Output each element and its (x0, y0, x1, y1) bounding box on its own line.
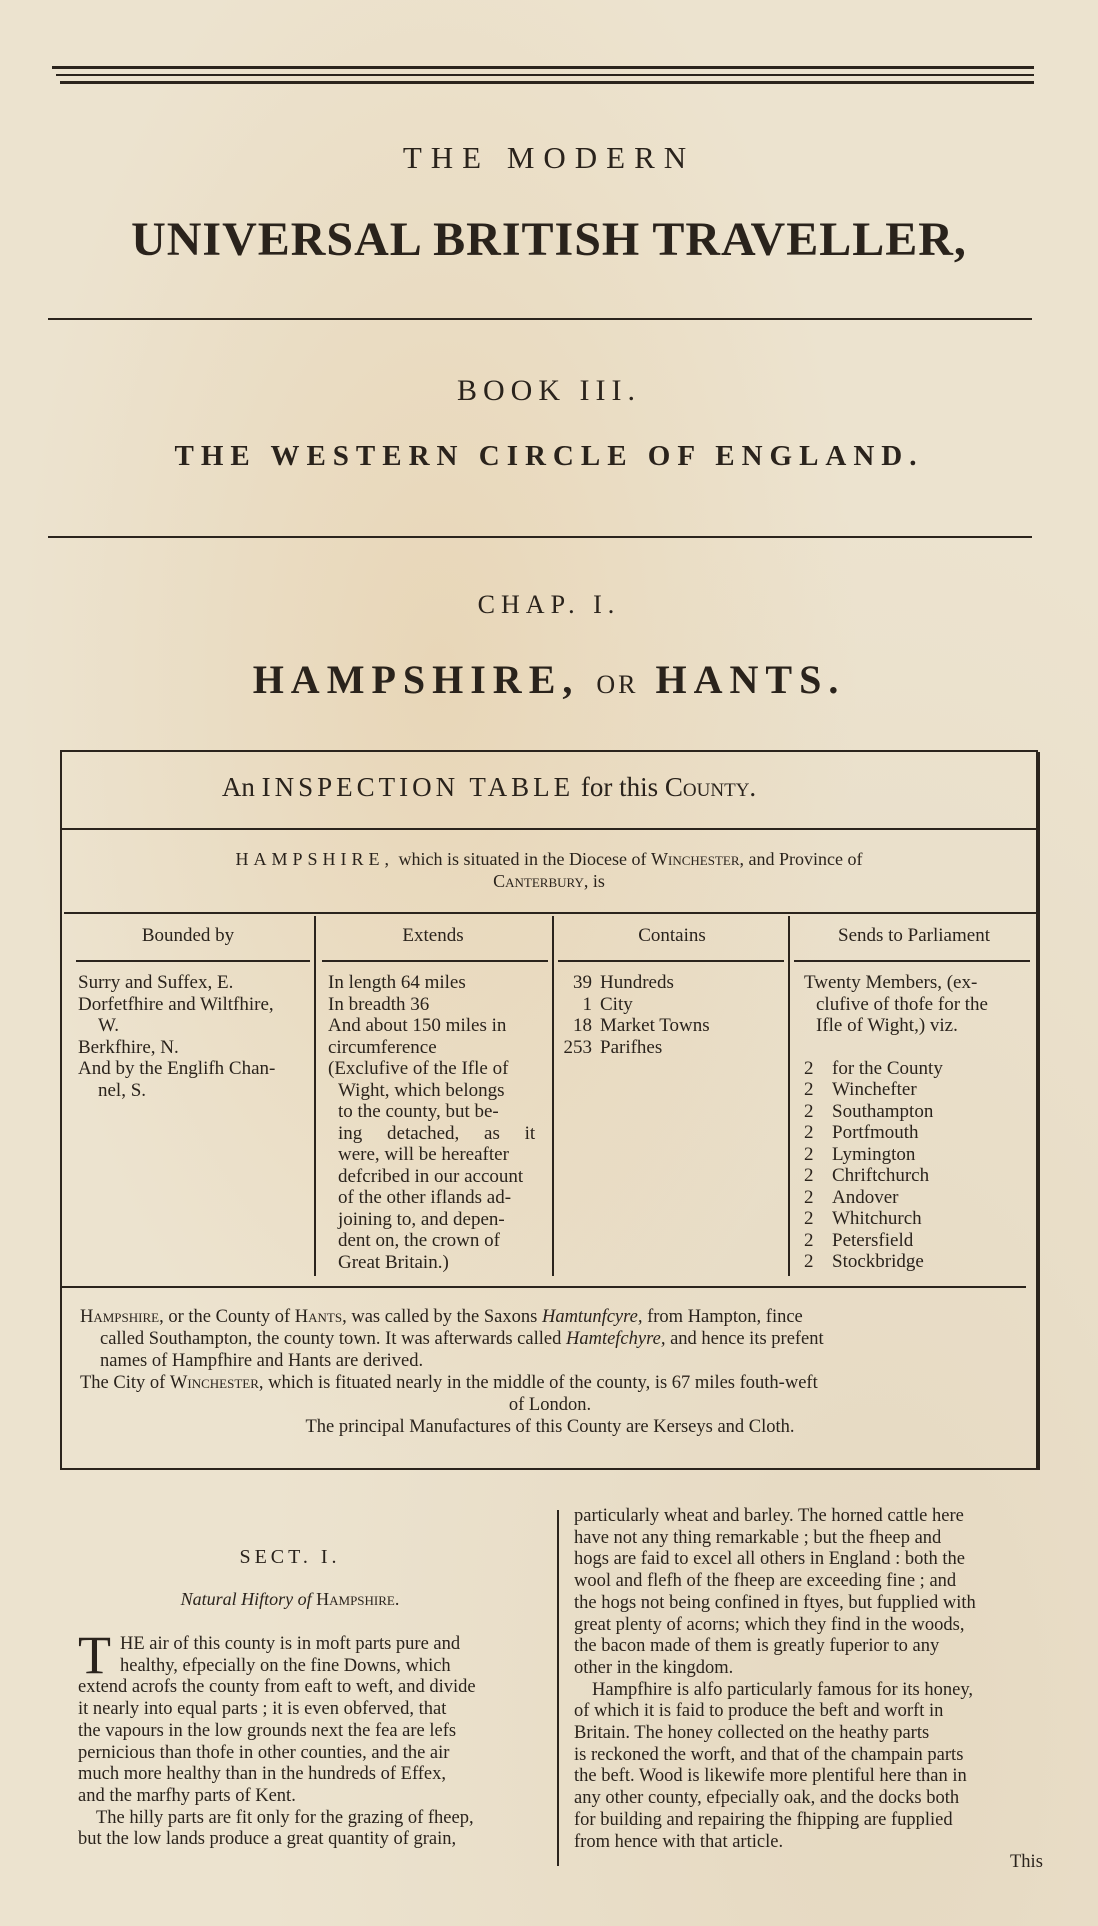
contains-row (560, 972, 786, 994)
text-line: Britain. The honey collected on the heathy parts (574, 1723, 930, 1744)
text-line: and the marfhy parts of Kent. (78, 1785, 296, 1806)
note-line (80, 1328, 1020, 1350)
members-count: 2 (804, 1229, 814, 1251)
text-line: The hilly parts are fit only for the grazing of fheep, (96, 1807, 474, 1828)
contains-count: 18 (573, 1015, 592, 1036)
extends-line: were, will be hereafter (338, 1144, 509, 1165)
extends-line: In breadth 36 (328, 993, 430, 1015)
subheading-county: Hampshire. (316, 1589, 400, 1609)
bounded-line: Berkfhire, N. (78, 1036, 179, 1058)
members-count: 2 (804, 1208, 814, 1229)
parliament-column (804, 972, 1034, 1273)
note-line (80, 1306, 1020, 1328)
table-outer-shadow (1038, 752, 1040, 1470)
intro-county: HAMPSHIRE, (235, 849, 395, 869)
members-place: Portfmouth (832, 1122, 919, 1143)
contains-label: City (600, 993, 633, 1015)
parliament-row (804, 1187, 1034, 1209)
circle-rule (48, 536, 1032, 538)
col-divider-2 (552, 916, 554, 1276)
note-hants: Hants, (294, 1307, 347, 1327)
note-line: The principal Manufactures of this County are Kerseys and Cloth. (305, 1417, 795, 1437)
members-place: Petersfield (832, 1229, 914, 1251)
note-hampshire: Hampshire, (80, 1307, 164, 1327)
members-place: Southampton (832, 1100, 934, 1122)
text-line: Hampfhire is alfo particularly famous for its honey, (592, 1679, 974, 1700)
contains-label: Market Towns (600, 1015, 710, 1036)
members-count: 2 (804, 1122, 814, 1143)
col-head-rule-3 (558, 960, 784, 962)
note-line: of London. (508, 1395, 592, 1415)
note-text: called Southampton, the county town. It was afterwards called (100, 1329, 562, 1349)
extends-line: to the county, but be- (338, 1101, 499, 1122)
contains-column (560, 972, 786, 1058)
contains-label: Parifhes (600, 1036, 663, 1058)
members-place: Andover (832, 1186, 899, 1208)
note-winchester: Winchester, (169, 1373, 264, 1393)
text-line: other in the kingdom. (574, 1657, 734, 1678)
col-head-contains: Contains (638, 925, 706, 946)
members-place: for the County (832, 1057, 943, 1079)
table-title-an: An (221, 772, 255, 802)
members-place: Whitchurch (832, 1208, 922, 1229)
county-name-b: HANTS. (655, 657, 846, 702)
contains-row (560, 994, 786, 1016)
parliament-row (804, 1058, 1034, 1080)
intro-diocese: Winchester, (651, 849, 744, 869)
extends-line: In length 64 miles (328, 972, 466, 993)
parliament-row (804, 1208, 1034, 1230)
title-rule-bottom (48, 318, 1032, 320)
note-text: was called by the Saxons (351, 1307, 538, 1327)
members-count: 2 (804, 1057, 814, 1079)
circle-heading: THE WESTERN CIRCLE OF ENGLAND. (174, 440, 924, 472)
text-line: from hence with that article. (574, 1831, 784, 1852)
table-title-county: County. (664, 772, 757, 802)
top-rule-thick-2 (60, 81, 1034, 84)
note-text: and hence its prefent (670, 1329, 824, 1349)
col-head-extends: Extends (402, 925, 464, 946)
extends-line: ing detached, as it (338, 1122, 536, 1144)
members-count: 2 (804, 1186, 814, 1208)
col-head-rule-2 (322, 960, 548, 962)
parliament-row (804, 1251, 1034, 1273)
spacer (804, 1037, 1034, 1058)
subheading-text: Natural Hiftory of (180, 1589, 312, 1609)
parliament-head-line: Twenty Members, (ex- (804, 972, 978, 993)
extends-line: (Exclufive of the Ifle of (328, 1058, 509, 1079)
parliament-row (804, 1079, 1034, 1101)
table-intro (60, 848, 1038, 892)
bounded-line: nel, S. (98, 1079, 147, 1101)
members-place: Stockbridge (832, 1251, 924, 1272)
text-line: much more healthy than in the hundreds of Effex, (78, 1764, 447, 1785)
intro-text2: and Province of (748, 849, 863, 869)
text-line: pernicious than thofe in other counties, and the air (78, 1742, 450, 1763)
col-head-bounded: Bounded by (141, 925, 235, 946)
contains-count: 253 (563, 1036, 592, 1058)
bounded-line: W. (98, 1015, 119, 1036)
members-count: 2 (804, 1079, 814, 1100)
extends-line: defcribed in our account (338, 1165, 524, 1187)
text-line: have not any thing remarkable ; but the fheep and (574, 1527, 942, 1548)
members-count: 2 (804, 1251, 814, 1272)
text-line: wool and flefh of the fheep are exceeding fine ; and (574, 1571, 957, 1592)
text-line: particularly wheat and barley. The horned cattle here (574, 1506, 964, 1526)
parliament-row (804, 1101, 1034, 1123)
col-divider-1 (314, 916, 316, 1276)
text-line: it nearly into equal parts ; it is even obferved, that (78, 1699, 447, 1720)
table-title-rule (60, 828, 1038, 830)
left-column-text (78, 1634, 546, 1851)
text-line: of which it is faid to produce the beft and worft in (574, 1701, 944, 1722)
section-subheading (40, 1589, 540, 1610)
title-universal: UNIVERSAL BRITISH TRAVELLER, (131, 213, 967, 266)
extends-line: dent on, the crown of (338, 1230, 500, 1251)
members-count: 2 (804, 1100, 814, 1122)
intro-text: which is situated in the Diocese of (398, 849, 647, 869)
members-place: Lymington (832, 1143, 916, 1165)
col-divider-3 (788, 916, 790, 1276)
note-saxon-name: Hamtunfcyre, (541, 1307, 643, 1327)
text-line: for building and repairing the fhipping are fupplied (574, 1809, 953, 1830)
members-count: 2 (804, 1143, 814, 1165)
column-divider (557, 1510, 559, 1866)
table-notes (80, 1306, 1020, 1438)
bounded-line: And by the Englifh Chan- (78, 1058, 276, 1079)
note-text: which is fituated nearly in the middle of the county, is 67 miles fouth-weft (268, 1373, 818, 1393)
contains-row (560, 1015, 786, 1037)
bounded-column (78, 972, 310, 1101)
intro-province: Canterbury, (493, 871, 589, 891)
text-line: the bacon made of them is greatly fuperior to any (574, 1636, 940, 1657)
extends-line: of the other iflands ad- (338, 1187, 512, 1208)
parliament-row (804, 1165, 1034, 1187)
table-notes-rule (60, 1286, 1026, 1288)
book-heading: BOOK III. (457, 374, 641, 407)
members-place: Winchefter (832, 1079, 917, 1100)
text-line: HE air of this county is in moft parts pure and (120, 1634, 461, 1654)
text-line: any other county, efpecially oak, and the docks both (574, 1788, 960, 1809)
extends-line: joining to, and depen- (338, 1208, 505, 1230)
text-line: the hogs not being confined in ftyes, but fupplied with (574, 1592, 976, 1613)
county-heading (0, 656, 1098, 703)
table-title (0, 772, 978, 803)
parliament-row (804, 1230, 1034, 1252)
title-modern: THE MODERN (402, 140, 696, 175)
text-line: the beft. Wood is likewife more plentiful here than in (574, 1766, 967, 1787)
extends-line: Great Britain.) (338, 1251, 449, 1273)
text-line: is reckoned the worft, and that of the champain parts (574, 1744, 964, 1765)
text-line: extend acrofs the county from eaft to weft, and divide (78, 1677, 476, 1698)
contains-label: Hundreds (600, 972, 674, 993)
parliament-head-line: clufive of thofe for the (816, 993, 988, 1015)
note-line: names of Hampfhire and Hants are derived. (100, 1351, 424, 1371)
contains-row (560, 1037, 786, 1059)
section-heading: SECT. I. (239, 1546, 341, 1568)
chapter-heading: CHAP. I. (477, 590, 621, 619)
table-header-top-rule (64, 912, 1038, 914)
extends-column (328, 972, 550, 1273)
members-place: Chriftchurch (832, 1165, 930, 1186)
contains-count: 39 (573, 972, 592, 993)
parliament-row (804, 1144, 1034, 1166)
right-column-text (574, 1506, 1052, 1853)
col-head-rule-4 (794, 960, 1030, 962)
extends-line: Wight, which belongs (338, 1079, 505, 1101)
drop-cap: T (78, 1625, 111, 1685)
members-count: 2 (804, 1165, 814, 1186)
extends-line: circumference (328, 1036, 437, 1058)
parliament-head-line: Ifle of Wight,) viz. (816, 1015, 958, 1036)
intro-is: is (592, 871, 605, 891)
text-line: healthy, efpecially on the fine Downs, which (120, 1655, 451, 1676)
county-or: OR (596, 670, 639, 699)
county-name-a: HAMPSHIRE, (252, 657, 580, 702)
bounded-line: Surry and Suffex, E. (78, 972, 234, 993)
note-text: The City of (80, 1373, 166, 1393)
note-text: or the County of (168, 1307, 291, 1327)
note-line (80, 1372, 1020, 1394)
parliament-row (804, 1122, 1034, 1144)
note-text: from Hampton, fince (647, 1307, 803, 1327)
bounded-line: Dorfetfhire and Wiltfhire, (78, 993, 274, 1015)
text-line: the vapours in the low grounds next the fea are lefs (78, 1720, 457, 1741)
contains-count: 1 (582, 993, 592, 1015)
top-rule-thick (52, 66, 1034, 69)
catchword: This (1010, 1852, 1043, 1872)
top-rule-thin (56, 74, 1034, 76)
col-head-parliament: Sends to Parliament (838, 925, 990, 946)
text-line: hogs are faid to excel all others in England : both the (574, 1549, 965, 1570)
text-line: but the low lands produce a great quantity of grain, (78, 1829, 457, 1850)
table-title-main: INSPECTION TABLE (261, 772, 575, 802)
extends-line: And about 150 miles in (328, 1015, 507, 1036)
table-title-for: for this (580, 772, 659, 802)
text-line: great plenty of acorns; which they find in the woods, (574, 1614, 965, 1635)
col-head-rule-1 (76, 960, 310, 962)
note-later-name: Hamtefchyre, (565, 1329, 666, 1349)
